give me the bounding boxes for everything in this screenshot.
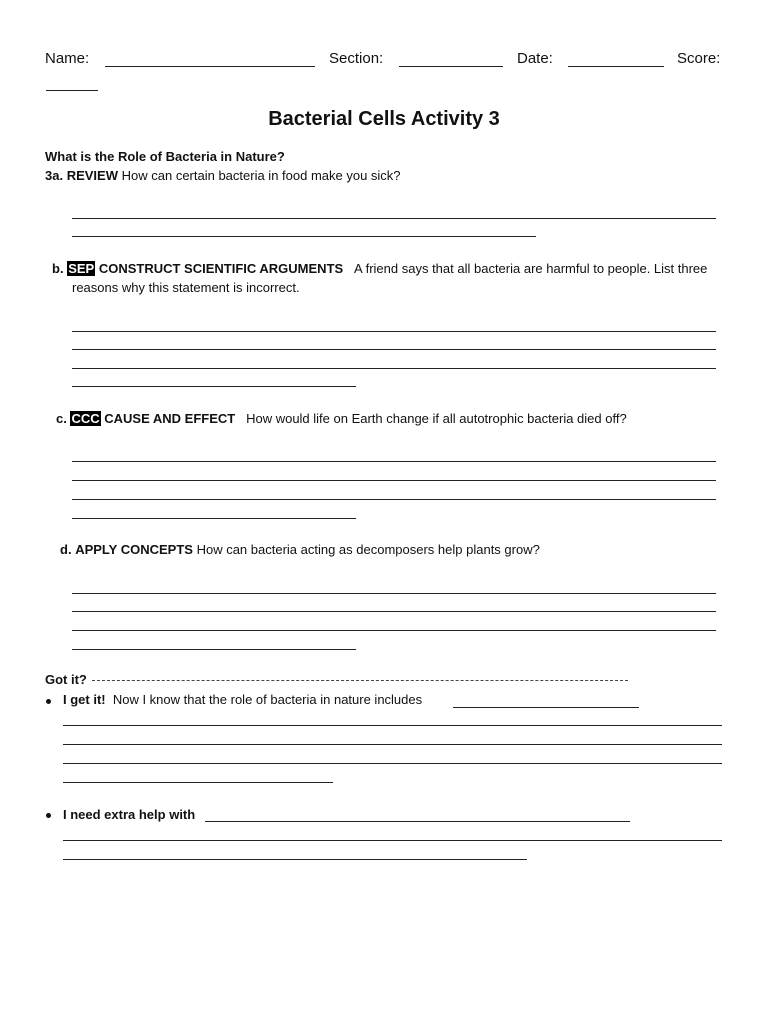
answer-line[interactable]: [63, 782, 333, 783]
answer-line[interactable]: [72, 480, 716, 481]
date-field[interactable]: [568, 66, 664, 67]
answer-line[interactable]: [72, 518, 356, 519]
answer-line[interactable]: [72, 218, 716, 219]
answer-line[interactable]: [63, 763, 722, 764]
question-text-continued: reasons why this statement is incorrect.: [72, 280, 300, 295]
answer-line[interactable]: [205, 821, 630, 822]
answer-line[interactable]: [72, 649, 356, 650]
section-field[interactable]: [399, 66, 503, 67]
question-3d: [60, 542, 750, 557]
question-letter: c.: [56, 411, 67, 426]
question-text: How can bacteria acting as decomposers help plants grow?: [196, 542, 540, 557]
question-3c: [56, 411, 746, 426]
answer-line[interactable]: [72, 461, 716, 462]
got-it-label: Got it?: [45, 672, 87, 687]
question-label: APPLY CONCEPTS: [75, 542, 193, 557]
score-label: Score:: [677, 50, 721, 67]
answer-line[interactable]: [63, 744, 722, 745]
answer-line[interactable]: [72, 349, 716, 350]
name-label: Name:: [45, 50, 90, 67]
question-label: CONSTRUCT SCIENTIFIC ARGUMENTS: [98, 261, 344, 276]
question-text: How can certain bacteria in food make you sick?: [121, 168, 401, 183]
dashed-divider: [92, 680, 628, 681]
answer-line[interactable]: [453, 707, 639, 708]
sep-badge: SEP: [68, 261, 95, 276]
question-text: How would life on Earth change if all autotrophic bacteria died off?: [246, 411, 627, 426]
answer-line[interactable]: [72, 386, 356, 387]
question-text: A friend says that all bacteria are harmful to people. List three: [354, 261, 708, 276]
name-field[interactable]: [105, 66, 315, 67]
bullet-icon: [46, 813, 51, 818]
question-letter: b.: [52, 261, 64, 276]
ccc-badge: CCC: [71, 411, 100, 426]
got-it-item-2: I need extra help with: [63, 807, 196, 822]
question-3b: [52, 261, 742, 276]
bullet-icon: [46, 699, 51, 704]
section-label: Section:: [329, 50, 384, 67]
question-3a: [45, 168, 401, 183]
question-number: 3a.: [45, 168, 64, 183]
section-heading: What is the Role of Bacteria in Nature?: [45, 149, 285, 164]
answer-line[interactable]: [72, 593, 716, 594]
answer-line[interactable]: [63, 840, 722, 841]
score-field[interactable]: [46, 90, 98, 91]
date-label: Date:: [517, 50, 553, 67]
answer-line[interactable]: [72, 236, 536, 237]
item-label: I get it!: [63, 692, 106, 707]
question-label: REVIEW: [66, 168, 118, 183]
answer-line[interactable]: [72, 630, 716, 631]
answer-line[interactable]: [72, 611, 716, 612]
item-text: Now I know that the role of bacteria in nature includes: [112, 692, 423, 707]
question-letter: d.: [60, 542, 72, 557]
answer-line[interactable]: [72, 331, 716, 332]
page-title: Bacterial Cells Activity 3: [268, 108, 500, 130]
answer-line[interactable]: [63, 859, 527, 860]
answer-line[interactable]: [72, 368, 716, 369]
answer-line[interactable]: [63, 725, 722, 726]
question-label: CAUSE AND EFFECT: [104, 411, 236, 426]
got-it-item-1: [63, 692, 422, 707]
answer-line[interactable]: [72, 499, 716, 500]
